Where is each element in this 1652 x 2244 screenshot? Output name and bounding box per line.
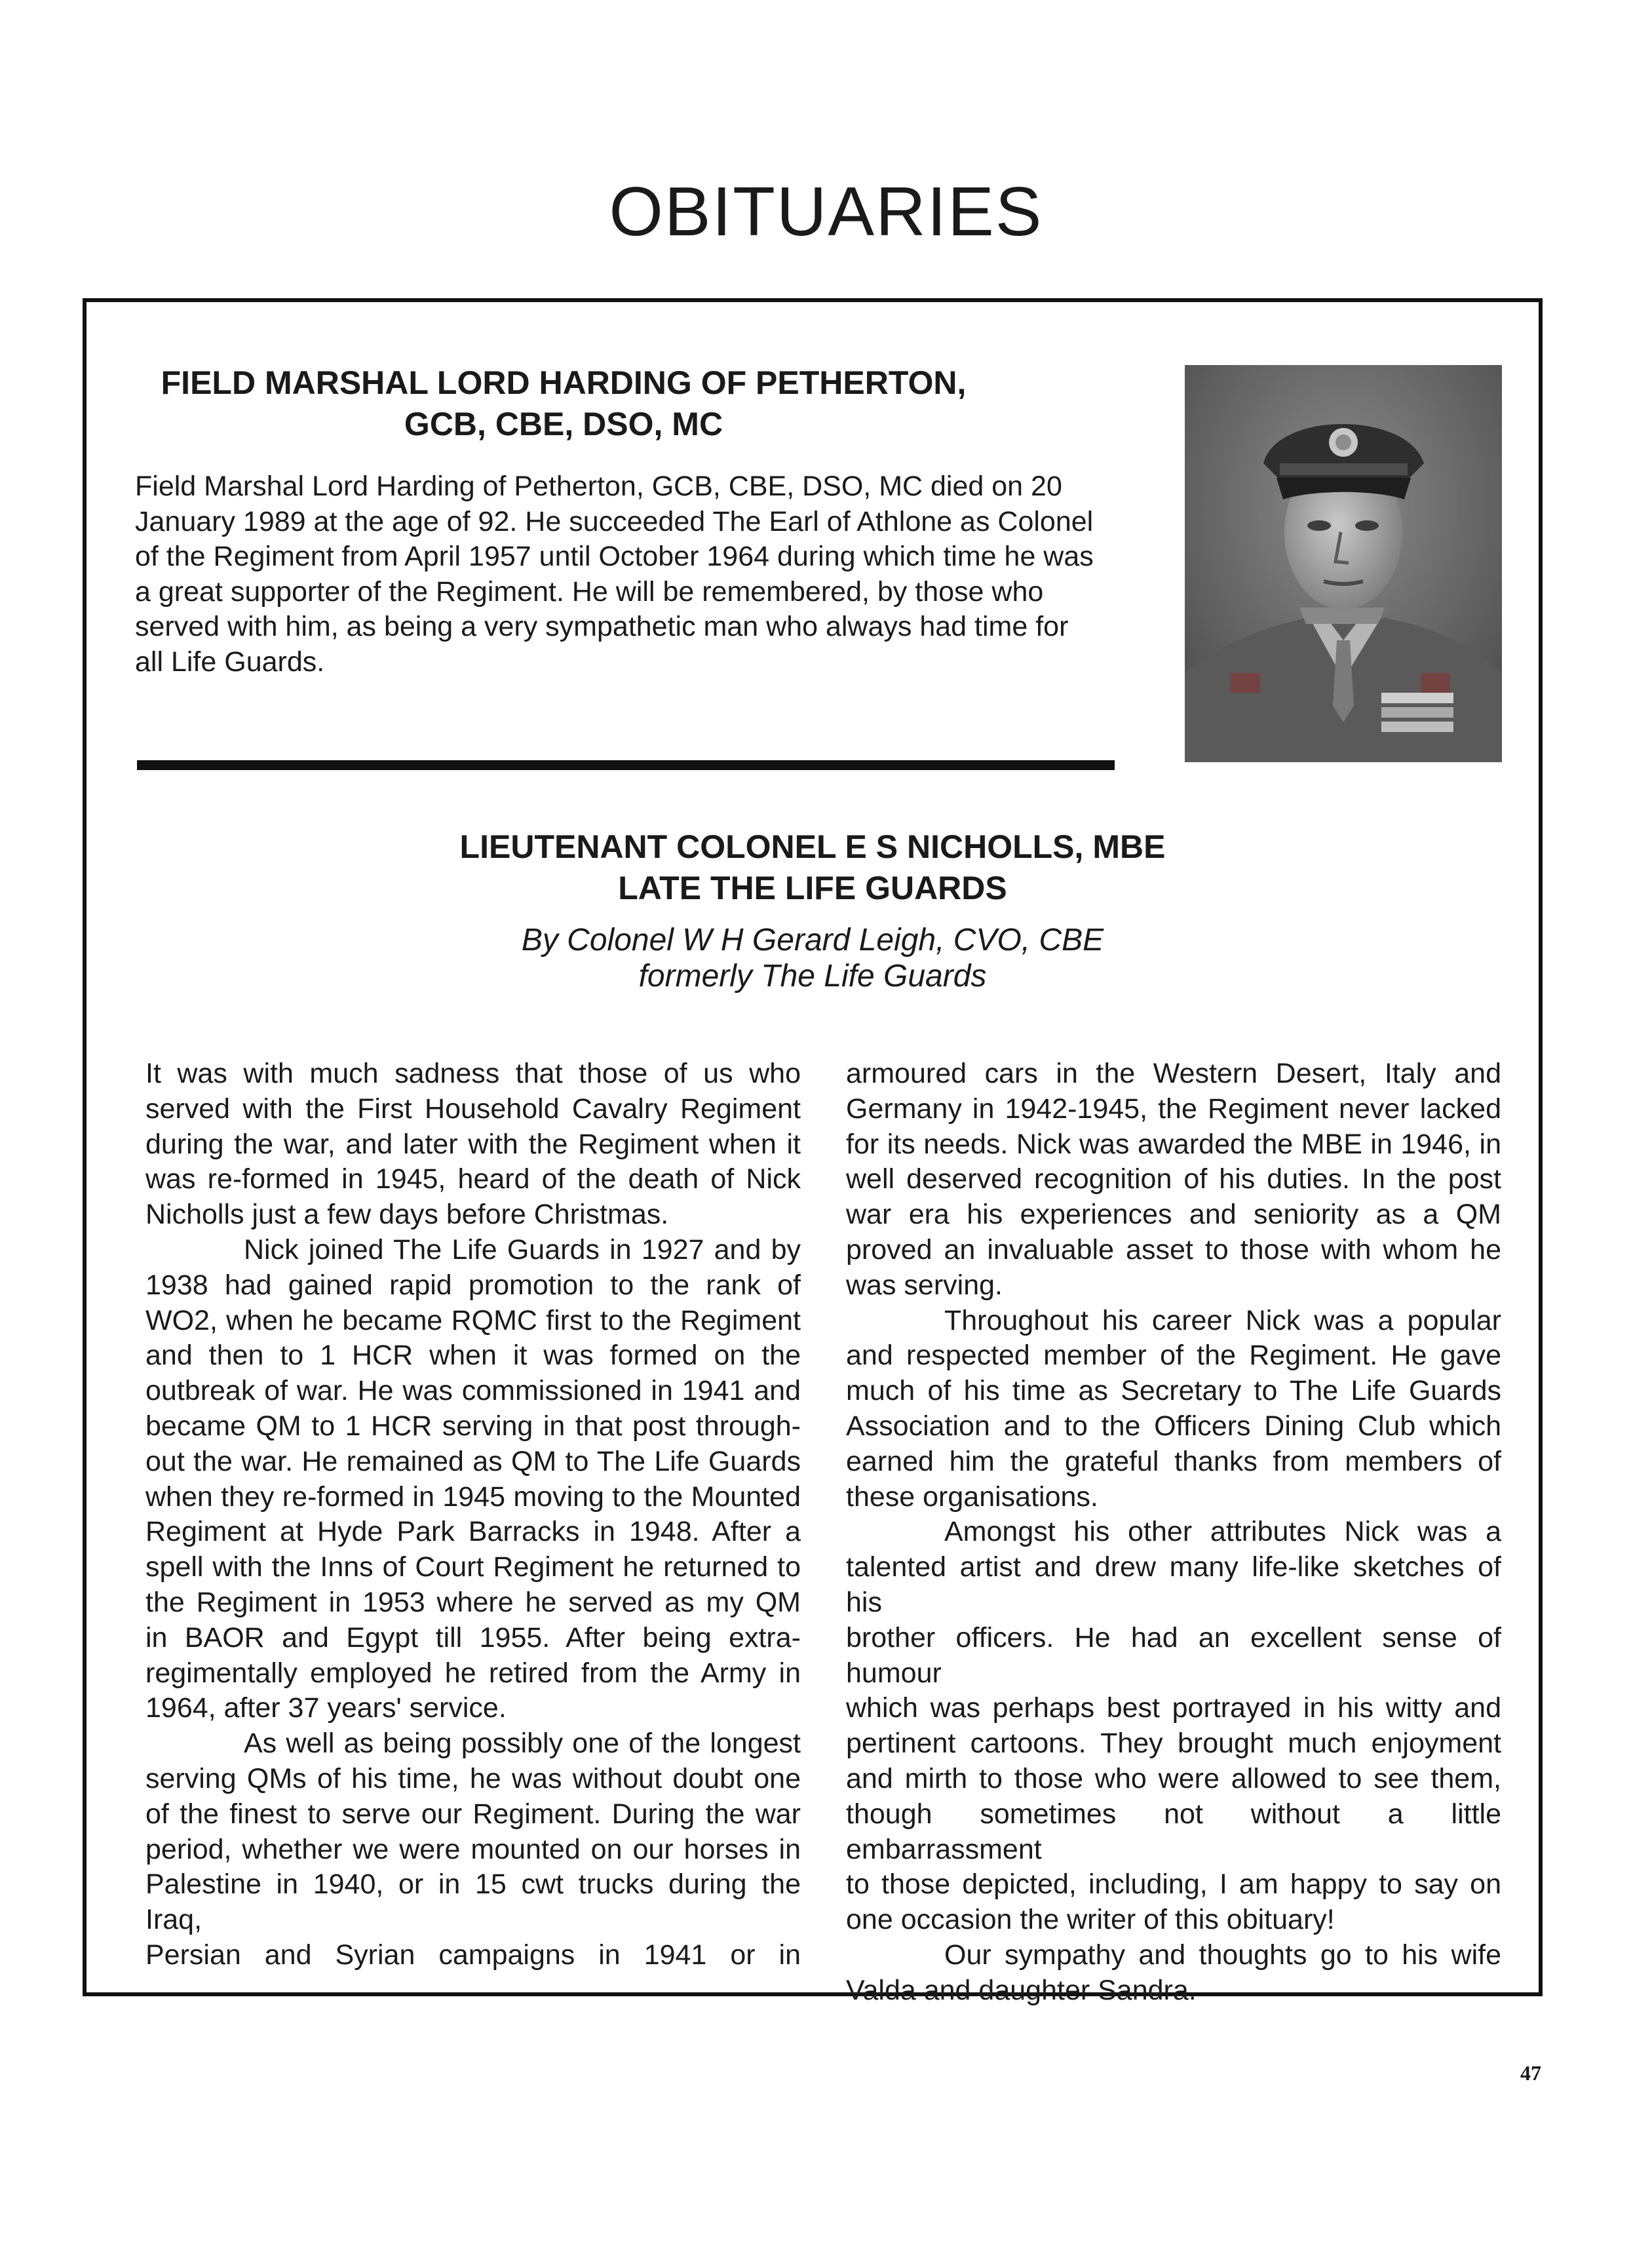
column-line: to those depicted, including, I am happy to say on: [846, 1868, 1501, 1901]
column-line: served with the First Household Cavalry Regiment: [145, 1093, 801, 1125]
column-line: which was perhaps best portrayed in his witty and: [846, 1692, 1501, 1724]
column-line: well deserved recognition of his duties. In the post: [846, 1163, 1501, 1195]
column-line: when they re-formed in 1945 moving to the Mounted: [145, 1480, 801, 1513]
column-line: Palestine in 1940, or in 15 cwt trucks during the Iraq,: [145, 1868, 801, 1936]
obituary-2-byline: [393, 922, 1232, 994]
column-line: talented artist and drew many life-like sketches of his: [846, 1551, 1501, 1618]
column-line: spell with the Inns of Court Regiment he returned to: [145, 1551, 801, 1583]
column-line: much of his time as Secretary to The Life Guards: [846, 1375, 1501, 1407]
column-line: Regiment at Hyde Park Barracks in 1948. After a: [145, 1516, 801, 1548]
portrait-photo: [1185, 365, 1502, 762]
column-line: Amongst his other attributes Nick was a: [944, 1516, 1501, 1548]
column-line: during the war, and later with the Regiment when it: [145, 1128, 801, 1160]
obituary-1-heading-line: GCB, CBE, DSO, MC: [404, 406, 723, 442]
column-line: war era his experiences and seniority as a QM: [846, 1199, 1501, 1231]
column-line: became QM to 1 HCR serving in that post through-: [145, 1410, 801, 1442]
section-divider: [137, 760, 1115, 770]
column-line: 1938 had gained rapid promotion to the rank of: [145, 1269, 801, 1301]
obituary-2-heading-line: LATE THE LIFE GUARDS: [618, 870, 1007, 906]
body-line: Field Marshal Lord Harding of Petherton, GCB, CBE, DSO, MC died on 20: [135, 471, 1062, 502]
obituary-2-heading: [393, 826, 1232, 909]
column-line: and mirth to those who were allowed to see them,: [846, 1762, 1501, 1794]
column-line: Our sympathy and thoughts go to his wife: [944, 1939, 1501, 1971]
column-line: It was with much sadness that those of us who: [145, 1058, 801, 1089]
column-line: was serving.: [846, 1269, 1003, 1301]
body-line: January 1989 at the age of 92. He succeeded The Earl of Athlone as Colonel: [135, 505, 1094, 537]
obituary-1-body: [135, 469, 1118, 680]
column-line: was re-formed in 1945, heard of the death of Nick: [145, 1163, 801, 1195]
column-line: serving QMs of his time, he was without doubt one: [145, 1762, 801, 1794]
obituary-2-left-column: [145, 1056, 801, 1973]
byline-line: By Colonel W H Gerard Leigh, CVO, CBE: [521, 923, 1104, 958]
column-line: Germany in 1942-1945, the Regiment never lacked: [846, 1093, 1501, 1125]
column-line: and then to 1 HCR when it was formed on the: [145, 1340, 801, 1372]
body-line: of the Regiment from April 1957 until October 1964 during which time he was: [135, 541, 1094, 572]
column-line: pertinent cartoons. They brought much enjoyment: [846, 1728, 1501, 1760]
column-line: and respected member of the Regiment. He gave: [846, 1340, 1501, 1372]
body-line: all Life Guards.: [135, 646, 325, 678]
column-line: As well as being possibly one of the longest: [244, 1728, 801, 1760]
page-title: OBITUARIES: [609, 173, 1043, 250]
obituary-1-heading: [131, 362, 996, 445]
column-line: out the war. He remained as QM to The Life Guards: [145, 1445, 801, 1477]
column-line: Association and to the Officers Dining Club which: [846, 1410, 1501, 1442]
page-number: 47: [1520, 2061, 1541, 2085]
column-line: Valda and daughter Sandra.: [846, 1974, 1197, 2006]
column-line: armoured cars in the Western Desert, Italy and: [846, 1058, 1501, 1089]
body-line: served with him, as being a very sympathetic man who always had time for: [135, 611, 1069, 642]
column-line: brother officers. He had an excellent sense of humour: [846, 1621, 1501, 1689]
column-line: earned him the grateful thanks from members of: [846, 1445, 1501, 1477]
obituary-2-right-column: [846, 1056, 1501, 2009]
obituary-1-heading-line: FIELD MARSHAL LORD HARDING OF PETHERTON,: [161, 364, 967, 401]
column-line: in BAOR and Egypt till 1955. After being extra-: [145, 1621, 801, 1654]
column-line: period, whether we were mounted on our horses in: [145, 1833, 801, 1865]
body-line: a great supporter of the Regiment. He will be remembered, by those who: [135, 575, 1044, 608]
column-line: regimentally employed he retired from the Army in: [145, 1657, 801, 1689]
column-line: Throughout his career Nick was a popular: [944, 1304, 1501, 1336]
column-line: 1964, after 37 years' service.: [145, 1692, 507, 1724]
column-line: Persian and Syrian campaigns in 1941 or in: [145, 1939, 801, 1971]
column-line: Nicholls just a few days before Christmas.: [145, 1199, 669, 1231]
column-line: the Regiment in 1953 where he served as my QM: [145, 1586, 801, 1618]
column-line: for its needs. Nick was awarded the MBE in 1946, in: [846, 1128, 1501, 1160]
column-line: though sometimes not without a little embarrassment: [846, 1798, 1501, 1865]
column-line: WO2, when he became RQMC first to the Regiment: [145, 1304, 801, 1336]
column-line: of the finest to serve our Regiment. During the war: [145, 1798, 801, 1830]
column-line: outbreak of war. He was commissioned in 1941 and: [145, 1375, 801, 1407]
byline-line: formerly The Life Guards: [638, 959, 987, 994]
column-line: Nick joined The Life Guards in 1927 and by: [244, 1233, 801, 1266]
column-line: one occasion the writer of this obituary!: [846, 1904, 1335, 1936]
obituary-2-heading-line: LIEUTENANT COLONEL E S NICHOLLS, MBE: [459, 828, 1166, 865]
column-line: these organisations.: [846, 1480, 1098, 1513]
column-line: proved an invaluable asset to those with whom he: [846, 1233, 1501, 1266]
